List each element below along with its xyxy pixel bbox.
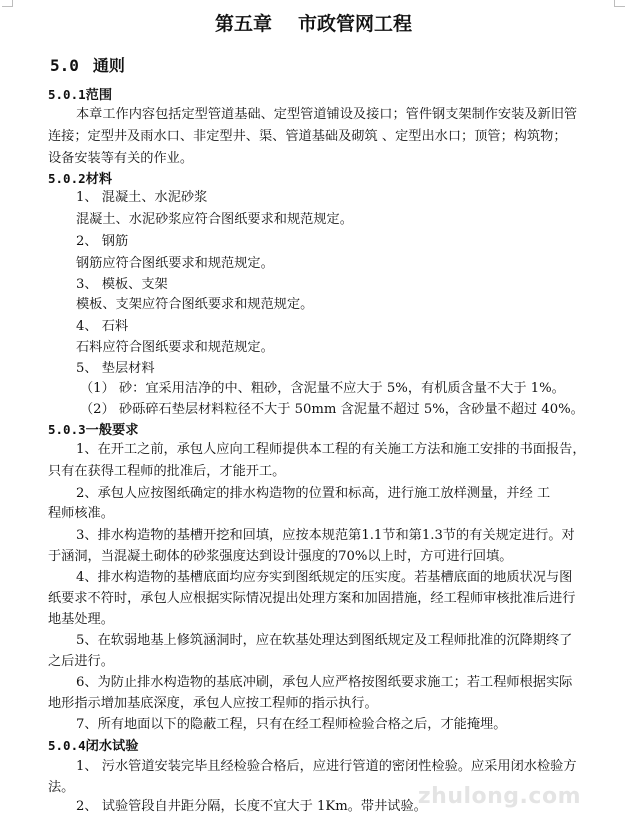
subsection-title: 一般要求 [85,423,139,438]
list-item: 2、 钢筋 [76,234,129,249]
list-item: 1、 混凝土、水泥砂浆 [76,190,208,205]
list-item: 3、 模板、支架 [76,277,168,292]
list-item: （2） 砂砾碎石垫层材料粒径不大于 50mm 含泥量不超过 5%，含砂量不超过 40%。 [80,402,584,417]
paragraph-line: 5、在软弱地基上修筑涵洞时，应在软基处理达到图纸规定及工程师批准的沉降期终了 [76,633,573,648]
subsection-heading-502 [48,170,112,189]
paragraph-line: 本章工作内容包括定型管道基础、定型管道铺设及接口；管件钢支架制作安装及新旧管 [76,107,578,122]
subsection-heading-504 [48,737,138,756]
paragraph-line: 6、为防止排水构造物的基底冲刷，承包人应严格按图纸要求施工；若工程师根据实际 [76,675,573,690]
paragraph-line: 地形指示增加基底深度，承包人应按工程师的指示执行。 [48,696,378,711]
paragraph-line: 钢筋应符合图纸要求和规范规定。 [76,256,274,271]
paragraph-line: 混凝土、水泥砂浆应符合图纸要求和规范规定。 [76,212,353,227]
subsection-number: 5.0.4 [48,738,86,753]
paragraph-line: 石料应符合图纸要求和规范规定。 [76,340,274,355]
crop-mark-top-left [2,0,13,7]
paragraph-line: 3、排水构造物的基槽开挖和回填，应按本规范第1.1节和第1.3节的有关规定进行。对 [76,528,575,543]
subsection-number: 5.0.1 [48,87,86,102]
paragraph-line: 纸要求不符时，承包人应根据实际情况提出处理方案和加固措施，经工程师审核批准后进行 [48,591,576,606]
list-item: 5、 垫层材料 [76,361,155,376]
paragraph-line: 地基处理。 [48,612,114,627]
list-item: 4、 石料 [76,319,129,334]
subsection-title: 材料 [85,172,113,187]
paragraph-line: 1、在开工之前，承包人应向工程师提供本工程的有关施工方法和施工安排的书面报告， [76,442,586,457]
subsection-heading-503 [48,421,138,440]
chapter-title [0,9,627,36]
section-title: 通则 [92,56,125,75]
paragraph-line: 7、所有地面以下的隐蔽工程，只有在经工程师检验合格之后，才能掩埋。 [76,717,507,732]
crop-mark-top-right [614,0,625,7]
paragraph-line: 4、排水构造物的基槽底面均应夯实到图纸规定的压实度。若基槽底面的地质状况与图 [76,570,573,585]
chapter-number: 第五章 [214,13,272,35]
paragraph-line: 2、承包人应按图纸确定的排水构造物的位置和标高，进行施工放样测量，并经 工 [76,486,551,501]
paragraph-line: 连接；定型井及雨水口、非定型井、渠、管道基础及砌筑 、定型出水口；顶管；构筑物； [48,129,567,144]
section-number: 5.0 [50,56,79,75]
paragraph-line: 模板、支架应符合图纸要求和规范规定。 [76,297,314,312]
watermark: zhulong.com [417,784,581,809]
subsection-title: 闭水试验 [85,739,139,754]
subsection-number: 5.0.3 [48,422,86,437]
subsection-title: 范围 [85,88,113,103]
paragraph-line: 法。 [48,780,75,795]
subsection-heading-501 [48,86,112,105]
chapter-name: 市政管网工程 [298,13,413,35]
section-heading [50,53,125,76]
list-item: 2、 试验管段自井距分隔，长度不宜大于 1Km。带井试验。 [76,799,427,814]
paragraph-line: 之后进行。 [48,654,114,669]
paragraph-line: 程师核准。 [48,506,114,521]
paragraph-line: 设备安装等有关的作业。 [48,151,194,166]
list-item: 1、 污水管道安装完毕且经检验合格后，应进行管道的密闭性检验。应采用闭水检验方 [76,759,577,774]
paragraph-line: 只有在获得工程师的批准后，才能开工。 [48,464,286,479]
paragraph-line: 于涵洞，当混凝土砌体的砂浆强度达到设计强度的70%以上时，方可进行回填。 [48,549,513,564]
list-item: （1） 砂：宜采用洁净的中、粗砂，含泥量不应大于 5%，有机质含量不大于 1%。 [80,381,565,396]
subsection-number: 5.0.2 [48,171,86,186]
